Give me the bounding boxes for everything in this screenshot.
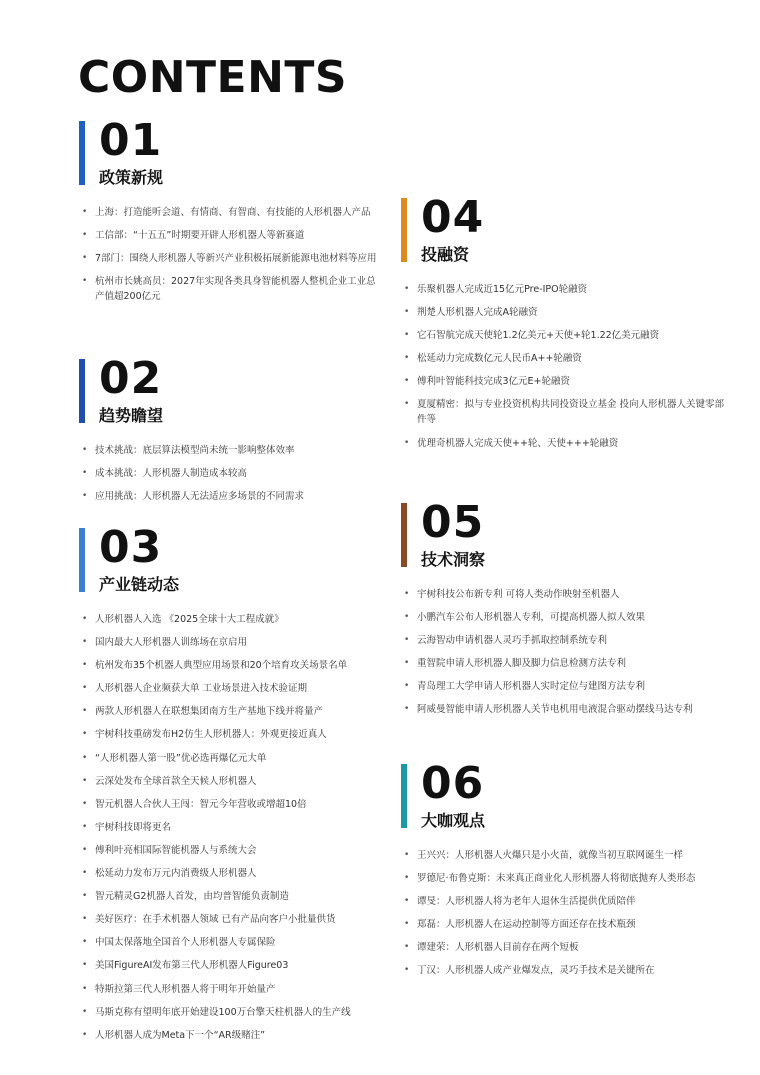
section-number: 02: [99, 353, 163, 404]
list-item: • 荆楚人形机器人完成A轮融资: [401, 305, 731, 320]
list-item: • 美国FigureAI发布第三代人形机器人Figure03: [79, 958, 379, 973]
section-header: [79, 115, 379, 187]
list-item: • 智元精灵G2机器人首发，由均普智能负责制造: [79, 889, 379, 904]
section-item-list: [79, 612, 379, 1043]
list-item: • 国内最大人形机器人训练场在京启用: [79, 635, 379, 650]
section-accent-bar: [401, 198, 407, 262]
section-title: 大咖观点: [421, 811, 486, 830]
section-title: 技术洞察: [421, 550, 486, 569]
list-item: • 7部门：围绕人形机器人等新兴产业积极拓展新能源电池材料等应用: [79, 251, 379, 266]
list-item: • 青岛理工大学申请人形机器人实时定位与建图方法专利: [401, 679, 731, 694]
section-accent-bar: [79, 528, 85, 592]
list-item: • 工信部：“十五五”时期要开辟人形机器人等新赛道: [79, 228, 379, 243]
list-item: • 中国太保落地全国首个人形机器人专属保险: [79, 935, 379, 950]
section-01: [79, 115, 379, 312]
list-item: • 重智院申请人形机器人脚及脚力信息检测方法专利: [401, 656, 731, 671]
section-accent-bar: [401, 503, 407, 567]
section-04: [401, 192, 731, 459]
section-header: [401, 758, 731, 830]
list-item: • 技术挑战：底层算法模型尚未统一影响整体效率: [79, 443, 379, 458]
list-item: • 智元机器人合伙人王闯：智元今年营收或增超10倍: [79, 797, 379, 812]
list-item: • “人形机器人第一股”优必选再爆亿元大单: [79, 751, 379, 766]
section-number: 05: [421, 497, 485, 548]
section-06: [401, 758, 731, 987]
list-item: • 马斯克称有望明年底开始建设100万台擎天柱机器人的生产线: [79, 1005, 379, 1020]
list-item: • 上海：打造能听会道、有情商、有智商、有技能的人形机器人产品: [79, 205, 379, 220]
section-item-list: [401, 848, 731, 978]
list-item: • 人形机器人成为Meta下一个“AR级赌注”: [79, 1028, 379, 1043]
section-accent-bar: [401, 764, 407, 828]
list-item: • 云深处发布全球首款全天候人形机器人: [79, 774, 379, 789]
list-item: • 特斯拉第三代人形机器人将于明年开始量产: [79, 982, 379, 997]
list-item: • 两款人形机器人在联想集团南方生产基地下线并将量产: [79, 704, 379, 719]
section-accent-bar: [79, 121, 85, 185]
section-title: 政策新规: [99, 168, 164, 187]
list-item: • 谭旻：人形机器人将为老年人退休生活提供优质陪伴: [401, 894, 731, 909]
section-title: 投融资: [421, 245, 470, 264]
list-item: • 人形机器人入选 《2025全球十大工程成就》: [79, 612, 379, 627]
section-item-list: [79, 205, 379, 304]
list-item: • 郑磊：人形机器人在运动控制等方面还存在技术瓶颈: [401, 917, 731, 932]
list-item: • 小鹏汽车公布人形机器人专利，可提高机器人拟人效果: [401, 610, 731, 625]
list-item: • 杭州市长姚高员：2027年实现各类具身智能机器人整机企业工业总产值超200亿元: [79, 274, 379, 304]
list-item: • 杭州发布35个机器人典型应用场景和20个培育攻关场景名单: [79, 658, 379, 673]
list-item: • 乐聚机器人完成近15亿元Pre-IPO轮融资: [401, 282, 731, 297]
section-number: 04: [421, 192, 485, 243]
list-item: • 阿威曼智能申请人形机器人关节电机用电液混合驱动摆线马达专利: [401, 702, 731, 717]
list-item: • 松延动力完成数亿元人民币A++轮融资: [401, 351, 731, 366]
section-title: 产业链动态: [99, 575, 180, 594]
list-item: • 应用挑战：人形机器人无法适应多场景的不同需求: [79, 489, 379, 504]
list-item: • 谭建荣：人形机器人目前存在两个短板: [401, 940, 731, 955]
section-number: 01: [99, 115, 163, 166]
list-item: • 宇树科技即将更名: [79, 820, 379, 835]
section-header: [401, 192, 731, 264]
section-header: [401, 497, 731, 569]
list-item: • 夏厦精密：拟与专业投资机构共同投资设立基金 投向人形机器人关键零部件等: [401, 397, 731, 427]
section-title: 趋势瞻望: [99, 406, 164, 425]
section-header: [79, 522, 379, 594]
list-item: • 优理奇机器人完成天使++轮、天使+++轮融资: [401, 436, 731, 451]
section-item-list: [401, 282, 731, 451]
section-05: [401, 497, 731, 726]
list-item: • 王兴兴：人形机器人火爆只是小火苗，就像当初互联网诞生一样: [401, 848, 731, 863]
list-item: • 松延动力发布万元内消费级人形机器人: [79, 866, 379, 881]
list-item: • 美好医疗：在手术机器人领域 已有产品向客户小批量供货: [79, 912, 379, 927]
list-item: • 宇树科技重磅发布H2仿生人形机器人：外观更接近真人: [79, 727, 379, 742]
list-item: • 傅利叶智能科技完成3亿元E+轮融资: [401, 374, 731, 389]
section-accent-bar: [79, 359, 85, 423]
list-item: • 它石智航完成天使轮1.2亿美元+天使+轮1.22亿美元融资: [401, 328, 731, 343]
list-item: • 云海智动申请机器人灵巧手抓取控制系统专利: [401, 633, 731, 648]
page-title: CONTENTS: [78, 52, 348, 103]
list-item: • 人形机器人企业频获大单 工业场景进入技术验证期: [79, 681, 379, 696]
section-03: [79, 522, 379, 1051]
section-item-list: [401, 587, 731, 717]
section-number: 06: [421, 758, 485, 809]
list-item: • 傅利叶亮相国际智能机器人与系统大会: [79, 843, 379, 858]
section-header: [79, 353, 379, 425]
section-number: 03: [99, 522, 163, 573]
section-item-list: [79, 443, 379, 504]
list-item: • 宇树科技公布新专利 可将人类动作映射至机器人: [401, 587, 731, 602]
list-item: • 罗德尼·布鲁克斯：未来真正商业化人形机器人将彻底抛弃人类形态: [401, 871, 731, 886]
list-item: • 丁汉：人形机器人成产业爆发点，灵巧手技术是关键所在: [401, 963, 731, 978]
section-02: [79, 353, 379, 512]
list-item: • 成本挑战：人形机器人制造成本较高: [79, 466, 379, 481]
